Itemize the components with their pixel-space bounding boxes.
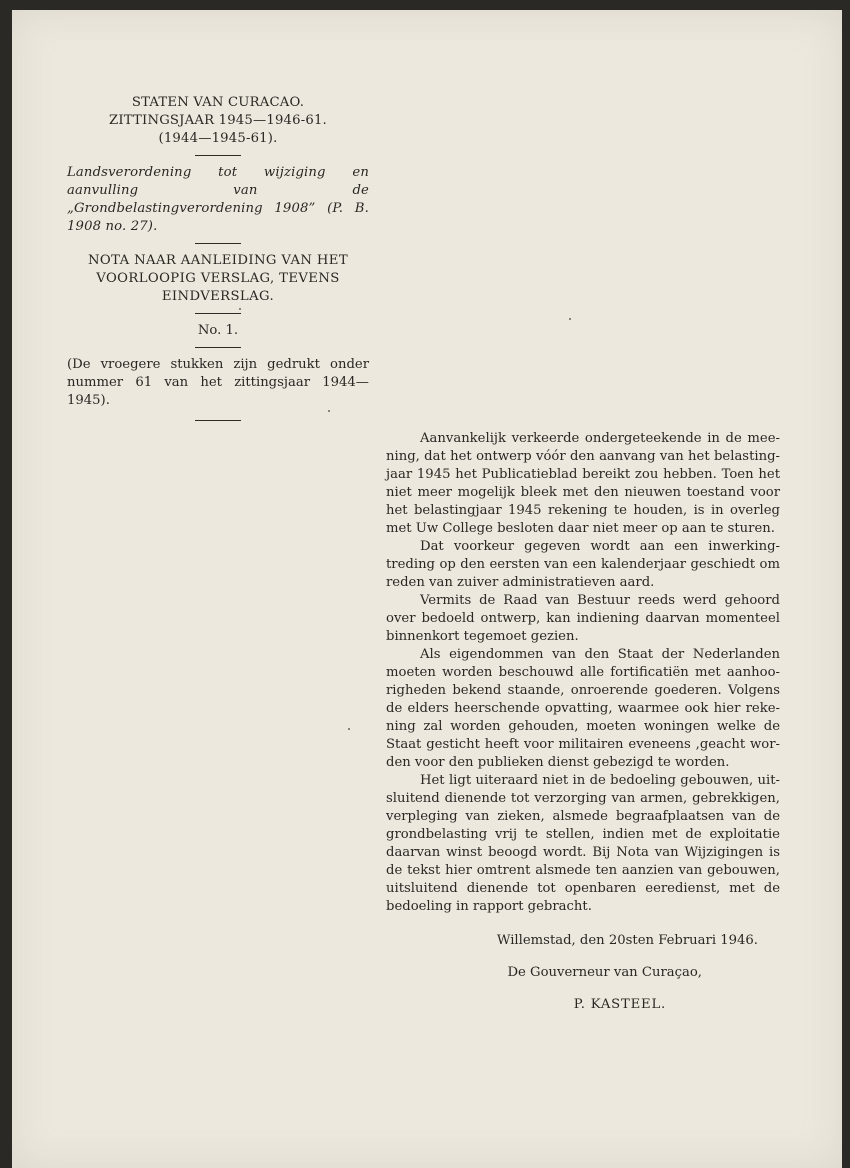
- paper-speck: [569, 318, 571, 320]
- body-paragraph: Vermits de Raad van Bestuur reeds werd gehoord over bedoeld ontwerp, kan indiening daarvan momenteel binnenkort tegemoet gezien.: [386, 593, 780, 644]
- subject-text: Landsverordening tot wijziging en aanvulling van de „Grondbelastingverordening 1908” (P. B. 1908 no. 27).: [67, 165, 369, 234]
- prior-documents-note: (De vroegere stukken zijn gedrukt onder nummer 61 van het zittingsjaar 1944—1945).: [67, 357, 369, 408]
- signatory-title: De Gouverneur van Curaçao,: [507, 965, 702, 980]
- document-number: No. 1.: [197, 323, 239, 338]
- divider: [195, 313, 241, 314]
- signatory-name: P. KASTEEL.: [573, 997, 666, 1012]
- body-paragraph: Als eigendommen van den Staat der Nederlanden moeten worden beschouwd alle fortificatiën met aanhoorigheden bekend staande, onroerende goederen. Volgens de elders heerschende opvatting, waarmee ook hier rekening zal worden gehouden, moeten woningen welke de Staat gesticht heeft voor militairen eveneens ,geacht worden voor den publieken dienst gebezigd te worden.: [386, 647, 780, 770]
- document-page: [12, 10, 842, 1168]
- nota-title-line-3: EINDVERSLAG.: [161, 289, 275, 304]
- header-line-1: STATEN VAN CURACAO.: [131, 95, 305, 110]
- divider: [195, 420, 241, 421]
- body-column: [386, 430, 780, 1014]
- paper-speck: [328, 410, 330, 412]
- header-line-2: ZITTINGSJAAR 1945—1946-61.: [109, 113, 327, 128]
- paper-speck: [239, 308, 241, 310]
- divider: [195, 347, 241, 348]
- nota-title-line-2: VOORLOOPIG VERSLAG, TEVENS: [96, 271, 340, 286]
- body-paragraph: Dat voorkeur gegeven wordt aan een inwerkingtreding op den eersten van een kalenderjaar geschiedt om reden van zuiver administratieven aard.: [386, 539, 780, 590]
- left-column: [67, 94, 369, 429]
- nota-title-line-1: NOTA NAAR AANLEIDING VAN HET: [87, 253, 349, 268]
- divider: [195, 243, 241, 244]
- divider: [195, 155, 241, 156]
- place-date: Willemstad, den 20sten Februari 1946.: [496, 933, 758, 948]
- body-paragraph: Aanvankelijk verkeerde ondergeteekende in de meening, dat het ontwerp vóór den aanvang van het belastingjaar 1945 het Publicatieblad bereikt zou hebben. Toen het niet meer mogelijk bleek met den nieuwen toestand voor het belastingjaar 1945 rekening te houden, is in overleg met Uw College besloten daar niet meer op aan te sturen.: [386, 431, 780, 536]
- header-line-3: (1944—1945-61).: [158, 131, 278, 146]
- closing-block: [386, 932, 780, 1014]
- body-paragraph: Het ligt uiteraard niet in de bedoeling gebouwen, uitsluitend dienende tot verzorging van armen, gebrekkigen, verpleging van zieken, alsmede begraafplaatsen van de grondbelasting vrij te stellen, indien met de exploitatie daarvan winst beoogd wordt. Bij Nota van Wijzigingen is de tekst hier omtrent alsmede ten aanzien van gebouwen, uitsluitend dienende tot openbaren eeredienst, met de bedoeling in rapport gebracht.: [386, 773, 780, 914]
- paper-speck: [348, 728, 350, 730]
